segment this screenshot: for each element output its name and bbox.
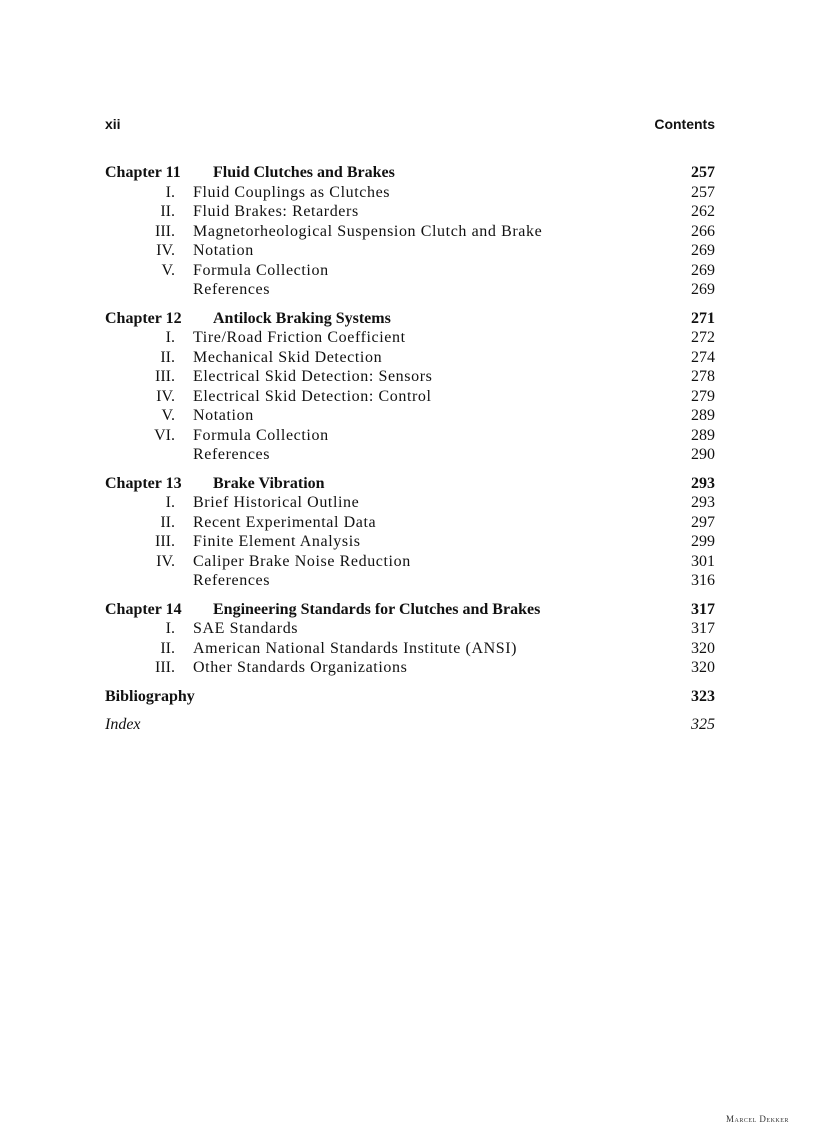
section-title: Fluid Brakes: Retarders <box>193 203 359 220</box>
chapter-page-number: 293 <box>691 474 715 492</box>
section-title: References <box>193 281 271 298</box>
back-matter-title: Index <box>105 716 141 733</box>
section-title: American National Standards Institute (ANSI) <box>193 639 518 657</box>
section-page-number: 293 <box>691 494 715 511</box>
section-page-number: 272 <box>691 329 715 346</box>
section-entry[interactable] <box>105 328 715 348</box>
section-title: Fluid Couplings as Clutches <box>193 183 391 201</box>
running-title: Contents <box>654 116 715 132</box>
section-entry[interactable] <box>105 639 715 659</box>
chapter-title: Antilock Braking Systems <box>213 309 391 327</box>
section-entry[interactable] <box>105 406 715 426</box>
section-page-number: 266 <box>691 222 715 240</box>
section-numeral: IV. <box>156 242 175 259</box>
section-numeral: I. <box>165 183 175 201</box>
section-numeral: IV. <box>156 552 175 570</box>
back-matter-page-number: 325 <box>691 716 715 733</box>
section-numeral: I. <box>165 329 175 346</box>
section-title: Electrical Skid Detection: Sensors <box>193 368 433 385</box>
chapter-title: Engineering Standards for Clutches and Brakes <box>213 600 541 618</box>
section-numeral: III. <box>155 222 175 240</box>
chapter-block <box>105 163 715 300</box>
section-entry[interactable] <box>105 658 715 678</box>
section-numeral: I. <box>165 620 175 637</box>
section-numeral: I. <box>165 494 175 511</box>
section-title: Formula Collection <box>193 261 329 279</box>
section-title: Notation <box>193 242 254 259</box>
section-page-number: 278 <box>691 368 715 385</box>
section-numeral: II. <box>160 513 175 531</box>
publisher-mark: Marcel Dekker <box>726 1114 789 1124</box>
section-numeral: V. <box>161 261 175 279</box>
chapter-label: Chapter 12 <box>105 309 182 327</box>
section-title: Notation <box>193 407 254 424</box>
section-title: Magnetorheological Suspension Clutch and Brake <box>193 222 543 240</box>
chapter-heading[interactable] <box>105 474 715 494</box>
section-page-number: 269 <box>691 261 715 279</box>
section-numeral: III. <box>155 533 175 550</box>
chapter-block <box>105 309 715 465</box>
chapter-block <box>105 600 715 678</box>
section-page-number: 317 <box>691 620 715 637</box>
section-entry[interactable] <box>105 261 715 281</box>
section-entry[interactable] <box>105 532 715 552</box>
section-title: References <box>193 572 271 589</box>
section-numeral: II. <box>160 203 175 220</box>
section-numeral: V. <box>161 407 175 424</box>
section-entry[interactable] <box>105 202 715 222</box>
section-entry[interactable] <box>105 552 715 572</box>
section-page-number: 299 <box>691 533 715 550</box>
section-page-number: 289 <box>691 426 715 444</box>
section-entry[interactable] <box>105 348 715 368</box>
section-title: Finite Element Analysis <box>193 533 361 550</box>
chapter-heading[interactable] <box>105 309 715 329</box>
section-page-number: 257 <box>691 183 715 201</box>
section-numeral: III. <box>155 368 175 385</box>
chapter-label: Chapter 13 <box>105 474 182 492</box>
section-title: Other Standards Organizations <box>193 659 408 676</box>
section-page-number: 269 <box>691 242 715 259</box>
section-page-number: 320 <box>691 639 715 657</box>
section-page-number: 289 <box>691 407 715 424</box>
section-page-number: 274 <box>691 348 715 366</box>
section-entry[interactable] <box>105 426 715 446</box>
index-entry[interactable] <box>105 715 715 735</box>
chapter-label: Chapter 14 <box>105 600 182 618</box>
back-matter-page-number: 323 <box>691 687 715 705</box>
section-entry[interactable] <box>105 513 715 533</box>
section-entry[interactable] <box>105 493 715 513</box>
section-title: SAE Standards <box>193 620 299 637</box>
folio: xii <box>105 116 121 132</box>
references-entry[interactable] <box>105 280 715 300</box>
section-title: Recent Experimental Data <box>193 513 377 531</box>
chapter-heading[interactable] <box>105 163 715 183</box>
section-numeral: II. <box>160 639 175 657</box>
chapter-page-number: 317 <box>691 600 715 618</box>
section-entry[interactable] <box>105 183 715 203</box>
section-page-number: 290 <box>691 446 715 463</box>
chapter-title: Fluid Clutches and Brakes <box>213 164 395 181</box>
section-page-number: 279 <box>691 387 715 405</box>
chapter-block <box>105 474 715 591</box>
section-entry[interactable] <box>105 387 715 407</box>
section-numeral: VI. <box>154 426 175 444</box>
section-title: Electrical Skid Detection: Control <box>193 387 432 405</box>
section-page-number: 316 <box>691 572 715 589</box>
chapter-title: Brake Vibration <box>213 474 325 492</box>
section-entry[interactable] <box>105 222 715 242</box>
section-page-number: 262 <box>691 203 715 220</box>
section-page-number: 320 <box>691 659 715 676</box>
references-entry[interactable] <box>105 445 715 465</box>
references-entry[interactable] <box>105 571 715 591</box>
section-title: Tire/Road Friction Coefficient <box>193 329 406 346</box>
section-numeral: IV. <box>156 387 175 405</box>
section-title: Mechanical Skid Detection <box>193 348 383 366</box>
chapter-label: Chapter 11 <box>105 164 181 181</box>
section-numeral: III. <box>155 659 175 676</box>
chapter-heading[interactable] <box>105 600 715 620</box>
chapter-page-number: 257 <box>691 164 715 181</box>
table-of-contents <box>105 163 715 735</box>
running-head <box>105 116 715 136</box>
section-page-number: 301 <box>691 552 715 570</box>
section-page-number: 297 <box>691 513 715 531</box>
section-title: Formula Collection <box>193 426 329 444</box>
section-page-number: 269 <box>691 281 715 298</box>
back-matter-title: Bibliography <box>105 687 195 705</box>
section-entry[interactable] <box>105 619 715 639</box>
section-title: Caliper Brake Noise Reduction <box>193 552 411 570</box>
section-entry[interactable] <box>105 241 715 261</box>
chapter-page-number: 271 <box>691 309 715 327</box>
section-title: Brief Historical Outline <box>193 494 360 511</box>
section-title: References <box>193 446 271 463</box>
bibliography-entry[interactable] <box>105 687 715 707</box>
section-numeral: II. <box>160 348 175 366</box>
section-entry[interactable] <box>105 367 715 387</box>
